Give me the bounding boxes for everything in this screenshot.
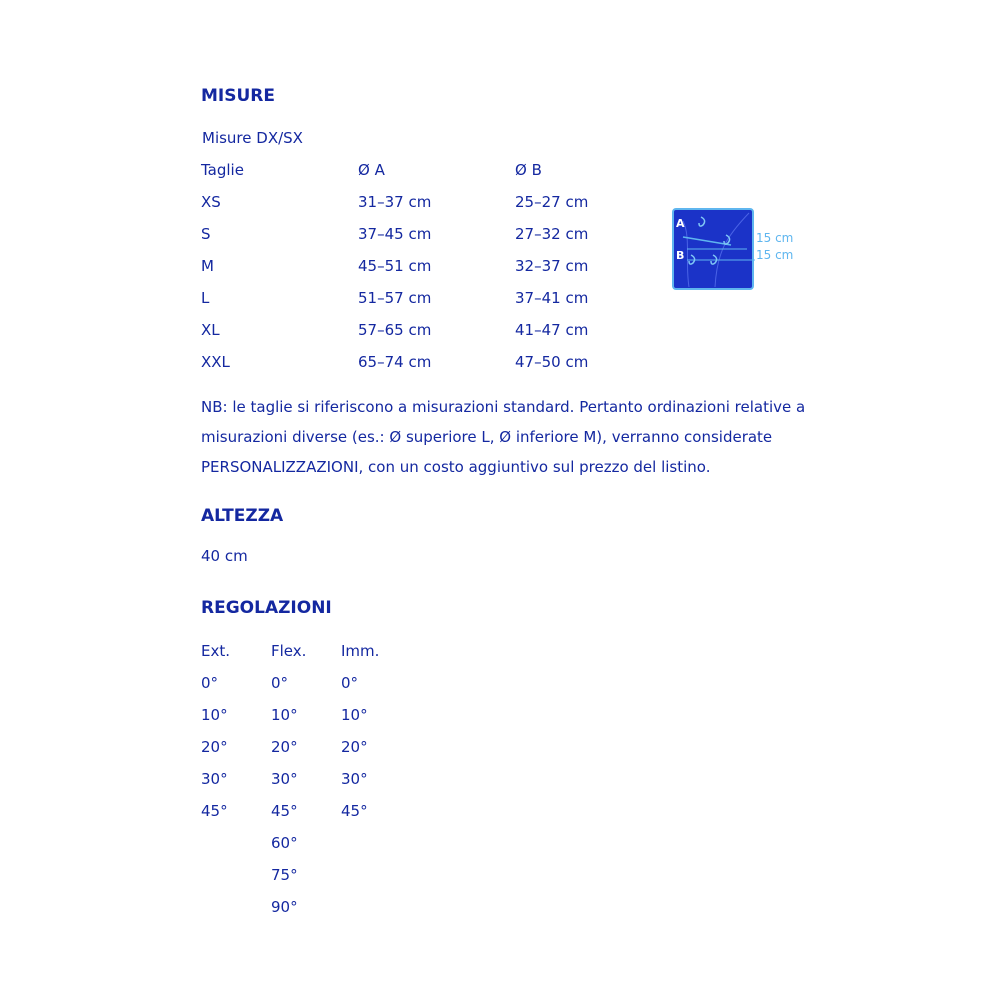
size-label: XS bbox=[201, 193, 221, 211]
immobilization-value: 10° bbox=[341, 706, 368, 724]
column-header-diameter-b: Ø B bbox=[515, 161, 542, 179]
extension-value: 30° bbox=[201, 770, 228, 788]
flexion-value: 90° bbox=[271, 898, 298, 916]
column-header-extension: Ext. bbox=[201, 642, 231, 660]
diameter-b-value: 37–41 cm bbox=[515, 289, 589, 307]
note-text: : le taglie si riferiscono a misurazioni standard. Pertanto ordinazioni relative a misurazioni diverse (es.: Ø superiore L, Ø inferiore M), verranno considerate PERSONALIZZAZIONI, con un costo aggiuntivo sul prezzo del listino. bbox=[201, 398, 806, 476]
diameter-a-value: 31–37 cm bbox=[358, 193, 432, 211]
flexion-value: 60° bbox=[271, 834, 298, 852]
extension-value: 0° bbox=[201, 674, 219, 692]
flexion-value: 75° bbox=[271, 866, 298, 884]
diameter-b-value: 41–47 cm bbox=[515, 321, 589, 339]
immobilization-value: 45° bbox=[341, 802, 368, 820]
distance-bottom-label: 15 cm bbox=[756, 248, 794, 262]
column-header-flexion: Flex. bbox=[271, 642, 307, 660]
column-header-size: Taglie bbox=[201, 161, 244, 179]
flexion-value: 30° bbox=[271, 770, 298, 788]
label-a: A bbox=[676, 217, 685, 230]
immobilization-value: 30° bbox=[341, 770, 368, 788]
sizes-subtitle: Misure DX/SX bbox=[202, 129, 303, 147]
diameter-b-value: 27–32 cm bbox=[515, 225, 589, 243]
size-label: XXL bbox=[201, 353, 230, 371]
height-heading: ALTEZZA bbox=[201, 506, 284, 526]
diameter-a-value: 57–65 cm bbox=[358, 321, 432, 339]
sizes-note bbox=[201, 392, 811, 482]
size-label: XL bbox=[201, 321, 220, 339]
measurement-diagram bbox=[671, 207, 801, 297]
knee-measurement-illustration bbox=[671, 207, 801, 297]
height-value: 40 cm bbox=[201, 547, 248, 565]
distance-top-label: 15 cm bbox=[756, 231, 794, 245]
flexion-value: 10° bbox=[271, 706, 298, 724]
extension-value: 10° bbox=[201, 706, 228, 724]
flexion-value: 0° bbox=[271, 674, 289, 692]
extension-value: 20° bbox=[201, 738, 228, 756]
diameter-b-value: 32–37 cm bbox=[515, 257, 589, 275]
flexion-value: 20° bbox=[271, 738, 298, 756]
diameter-b-value: 25–27 cm bbox=[515, 193, 589, 211]
immobilization-value: 20° bbox=[341, 738, 368, 756]
note-prefix: NB bbox=[201, 398, 223, 416]
size-label: L bbox=[201, 289, 210, 307]
diameter-a-value: 65–74 cm bbox=[358, 353, 432, 371]
size-label: M bbox=[201, 257, 214, 275]
sizes-heading: MISURE bbox=[201, 86, 275, 106]
size-label: S bbox=[201, 225, 211, 243]
diameter-a-value: 45–51 cm bbox=[358, 257, 432, 275]
column-header-diameter-a: Ø A bbox=[358, 161, 385, 179]
label-b: B bbox=[676, 249, 685, 262]
diameter-b-value: 47–50 cm bbox=[515, 353, 589, 371]
column-header-immobilization: Imm. bbox=[341, 642, 380, 660]
extension-value: 45° bbox=[201, 802, 228, 820]
diameter-a-value: 51–57 cm bbox=[358, 289, 432, 307]
adjustments-heading: REGOLAZIONI bbox=[201, 598, 332, 618]
diameter-a-value: 37–45 cm bbox=[358, 225, 432, 243]
immobilization-value: 0° bbox=[341, 674, 359, 692]
flexion-value: 45° bbox=[271, 802, 298, 820]
